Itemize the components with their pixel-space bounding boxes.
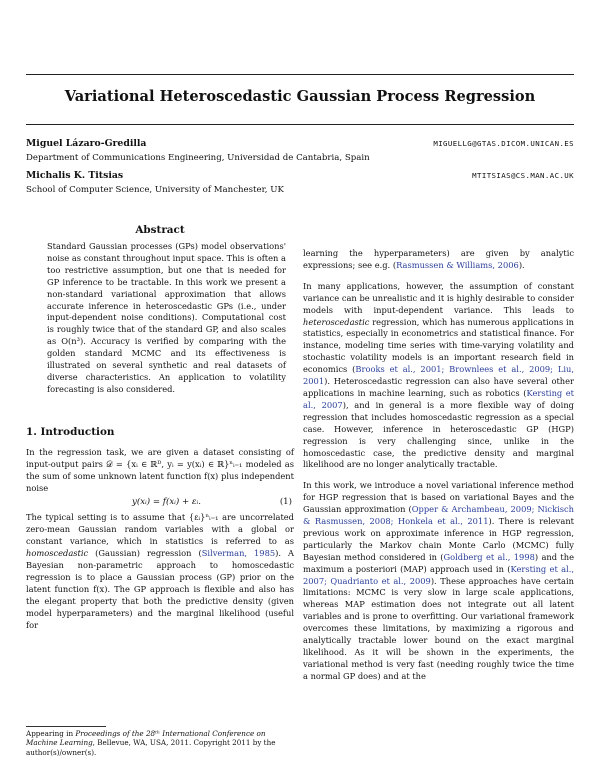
right-paragraph-1: In many applications, however, the assumption of constant variance can be unrealistic and it is highly desirable to consider models with input-dependent variance. This leads to heteroscedastic regression, which has numerous applications in statistics, especially in econometrics and statistical finance. For instance, modeling time series with time-varying volatility and stochastic volatility models is an important research field in economics (Brooks et al., 2001; Brownlees et al., 2009; Liu, 2001). Heteroscedastic regression can also have several other applications in machine learning, such as robotics (Kersting et al., 2007), and in general is a more flexible way of doing regression that includes homoscedastic regression as a special case. However, inference in heteroscedastic GP (HGP) regression is very challenging since, unlike in the homoscedastic case, the predictive density and marginal likelihood are no longer analytically tractable.: [303, 280, 574, 470]
title-top-rule: [26, 74, 574, 75]
intro-paragraph-2: The typical setting is to assume that {εᵢ}ⁿᵢ₌₁ are uncorrelated zero-mean Gaussian random variables with a global or constant variance, which in statistics is referred to as homoscedastic (Gaussian) regression (Silverman, 1985). A Bayesian non-parametric approach to homoscedastic regression is to place a Gaussian process (GP) prior on the latent function f(x). The GP approach is flexible and also has the elegant property that both the predictive density (given model hyperparameters) and the marginal likelihood (useful for: [26, 512, 294, 630]
intro-paragraph-1: In the regression task, we are given a dataset consisting of input-output pairs 𝒟 = {xᵢ ∈ ℝᴰ, yᵢ = y(xᵢ) ∈ ℝ}ⁿᵢ₌₁ modeled as the sum of some unknown latent function f(x) plus independent noise: [26, 446, 294, 493]
citation-link[interactable]: Opper & Archambeau, 2009; Nickisch & Rasmussen, 2008; Honkela et al., 2011: [303, 504, 574, 527]
author-2-affiliation: School of Computer Science, University of Manchester, UK: [26, 185, 284, 195]
author-1: [26, 138, 574, 152]
author-2-name: Michalis K. Titsias: [26, 170, 124, 181]
footnote-rule: [26, 726, 106, 727]
author-1-name: Miguel Lázaro-Gredilla: [26, 138, 147, 149]
author-2-email[interactable]: MTITSIAS@CS.MAN.AC.UK: [472, 171, 574, 180]
citation-link[interactable]: Silverman, 1985: [201, 548, 276, 559]
author-1-affiliation: Department of Communications Engineering, Universidad de Cantabria, Spain: [26, 153, 370, 163]
right-column: [303, 248, 574, 683]
author-1-email[interactable]: MIGUELLG@GTAS.DICOM.UNICAN.ES: [433, 139, 574, 148]
abstract-heading: Abstract: [135, 224, 185, 236]
right-paragraph-2: In this work, we introduce a novel variational inference method for HGP regression that is based on variational Bayes and the Gaussian approximation (Opper & Archambeau, 2009; Nickisch & Rasmussen, 2008; Honkela et al., 2011). There is relevant previous work on approximate inference in HGP regression, particularly the Markov chain Monte Carlo (MCMC) fully Bayesian method considered in (Goldberg et al., 1998) and the maximum a posteriori (MAP) approach used in (Kersting et al., 2007; Quadrianto et al., 2009). These approaches have certain limitations: MCMC is very slow in large scale applications, whereas MAP estimation does not integrate out all latent variables and is prone to overfitting. Our variational framework overcomes these limitations, by maximizing a rigorous and analytically tractable lower bound on the exact marginal likelihood. As it will be shown in the experiments, the variational method is very fast (needing roughly twice the time a normal GP does) and at the: [303, 480, 575, 681]
section-heading-introduction: 1. Introduction: [26, 425, 115, 438]
equation-1-number: (1): [279, 497, 292, 508]
citation-link[interactable]: Rasmussen & Williams, 2006: [396, 259, 519, 270]
right-paragraph-0: learning the hyperparameters) are given by analytic expressions; see e.g. (Rasmussen & Williams, 2006).: [303, 248, 574, 270]
equation-1-body: y(xᵢ) = f(xᵢ) + εᵢ.: [132, 497, 201, 508]
citation-link[interactable]: Goldberg et al., 1998: [443, 551, 535, 562]
title-bottom-rule: [26, 124, 574, 125]
equation-1: [26, 494, 294, 512]
left-column: [26, 224, 294, 631]
footnote: Appearing in Proceedings of the 28ᵗʰ International Conference on Machine Learning, Bellevue, WA, USA, 2011. Copyright 2011 by the author(s)/owner(s).: [26, 729, 276, 757]
citation-link[interactable]: Kersting et al., 2007: [303, 387, 574, 410]
citation-link[interactable]: Kersting et al., 2007; Quadrianto et al., 2009: [303, 563, 574, 586]
paper-title: Variational Heteroscedastic Gaussian Process Regression: [64, 88, 536, 105]
citation-link[interactable]: Brooks et al., 2001; Brownlees et al., 2009; Liu, 2001: [303, 364, 574, 387]
author-2: [26, 170, 574, 184]
abstract-text: Standard Gaussian processes (GPs) model observations' noise as constant throughout input space. This is often a too restrictive assumption, but one that is needed for GP inference to be tractable. In this work we present a non-standard variational approximation that allows accurate inference in heteroscedastic GPs (i.e., under input-dependent noise conditions). Computational cost is roughly twice that of the standard GP, and also scales as O(n³). Accuracy is verified by comparing with the golden standard MCMC and its effectiveness is illustrated on several synthetic and real datasets of diverse characteristics. An application to volatility forecasting is also considered.: [47, 241, 286, 394]
